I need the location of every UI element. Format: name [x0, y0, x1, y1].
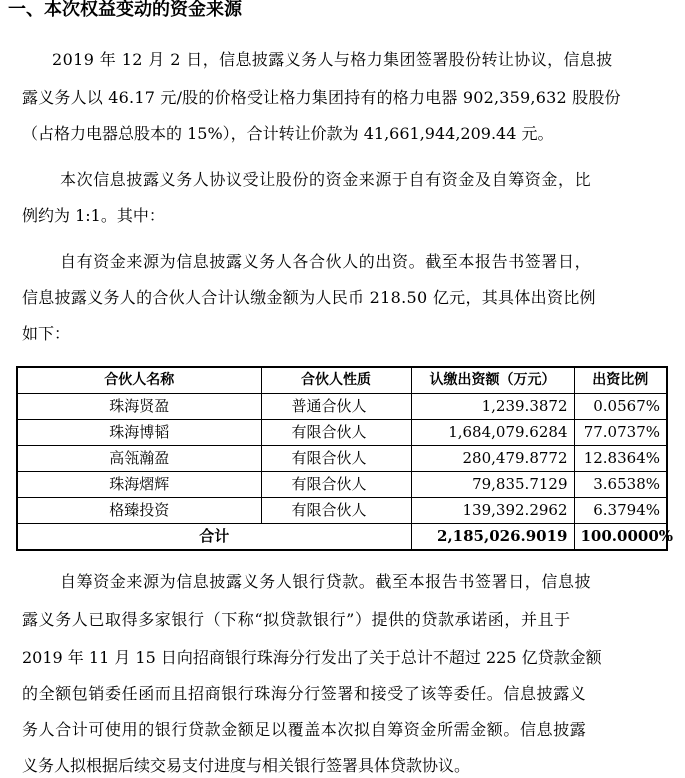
- cell-partner-type: 有限合伙人: [261, 420, 411, 446]
- text-line: 本次信息披露义务人协议受让股份的资金来源于自有资金及自筹资金，比: [60, 170, 592, 189]
- table-row: [17, 420, 667, 446]
- cell-contribution-ratio: 3.6538%: [574, 472, 667, 498]
- total-amount: 2,185,026.9019: [411, 524, 574, 551]
- table-row: [17, 498, 667, 524]
- text-line: 自有资金来源为信息披露义务人各合伙人的出资。截至本报告书签署日，: [60, 252, 592, 271]
- text-line: 的全额包销委任函而且招商银行珠海分行签署和接受了该等委任。信息披露义: [22, 684, 587, 703]
- cell-partner-name: 高瓴瀚盈: [17, 446, 261, 472]
- header-partner-name: 合伙人名称: [17, 367, 261, 394]
- text-line: 自筹资金来源为信息披露义务人银行贷款。截至本报告书签署日，信息披: [60, 572, 592, 591]
- text-line: 如下：: [22, 324, 71, 343]
- cell-partner-type: 有限合伙人: [261, 498, 411, 524]
- cell-partner-type: 普通合伙人: [261, 394, 411, 420]
- table-row: [17, 446, 667, 472]
- cell-contribution-ratio: 12.8364%: [574, 446, 667, 472]
- text-line: 义务人拟根据后续交易支付进度与相关银行签署具体贷款协议。: [22, 756, 471, 775]
- text-line: 2019 年 11 月 15 日向招商银行珠海分行发出了关于总计不超过 225 亿贷款金额: [22, 648, 602, 667]
- cell-contribution-ratio: 77.0737%: [574, 420, 667, 446]
- cell-partner-name: 珠海贤盈: [17, 394, 261, 420]
- cell-contribution-ratio: 6.3794%: [574, 498, 667, 524]
- text-line: 信息披露义务人的合伙人合计认缴金额为人民币 218.50 亿元，其具体出资比例: [22, 288, 596, 307]
- header-subscribed-amount: 认缴出资额（万元）: [411, 367, 574, 394]
- partner-contribution-table: [16, 366, 674, 551]
- cell-subscribed-amount: 139,392.2962: [411, 498, 574, 524]
- cell-contribution-ratio: 0.0567%: [574, 394, 667, 420]
- section-heading: 一、本次权益变动的资金来源: [8, 0, 242, 20]
- cell-subscribed-amount: 1,684,079.6284: [411, 420, 574, 446]
- header-partner-type: 合伙人性质: [261, 367, 411, 394]
- cell-partner-type: 有限合伙人: [261, 472, 411, 498]
- text-line: 务人合计可使用的银行贷款金额足以覆盖本次拟自筹资金所需金额。信息披露: [22, 720, 587, 739]
- text-line: 露义务人已取得多家银行（下称“拟贷款银行”）提供的贷款承诺函，并且于: [22, 610, 571, 629]
- text-line: 露义务人以 46.17 元/股的价格受让格力集团持有的格力电器 902,359,632 股股份: [22, 88, 621, 107]
- header-contribution-ratio: 出资比例: [574, 367, 667, 394]
- table-total-row: [17, 524, 667, 551]
- cell-partner-name: 珠海熠辉: [17, 472, 261, 498]
- cell-partner-name: 格臻投资: [17, 498, 261, 524]
- table-row: [17, 472, 667, 498]
- cell-subscribed-amount: 1,239.3872: [411, 394, 574, 420]
- table-row: [17, 394, 667, 420]
- text-line: 例约为 1:1。其中：: [22, 206, 165, 225]
- cell-partner-type: 有限合伙人: [261, 446, 411, 472]
- table-header-row: [17, 367, 667, 394]
- cell-subscribed-amount: 280,479.8772: [411, 446, 574, 472]
- cell-partner-name: 珠海博韬: [17, 420, 261, 446]
- total-label: 合计: [17, 524, 411, 551]
- text-line: （占格力电器总股本的 15%），合计转让价款为 41,661,944,209.44 元。: [22, 124, 554, 143]
- total-ratio: 100.0000%: [574, 524, 667, 551]
- text-line: 2019 年 12 月 2 日，信息披露义务人与格力集团签署股份转让协议，信息披: [52, 50, 613, 69]
- cell-subscribed-amount: 79,835.7129: [411, 472, 574, 498]
